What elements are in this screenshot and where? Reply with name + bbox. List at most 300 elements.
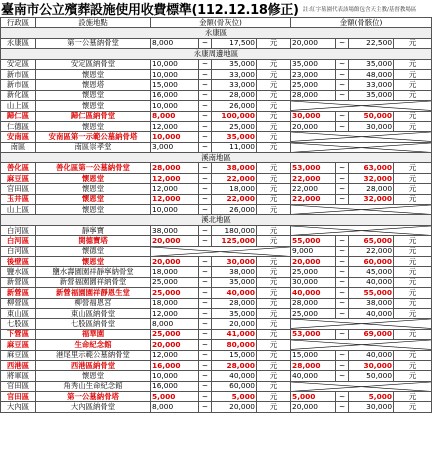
fee-low-cell: 8,000 <box>151 319 199 329</box>
table-row <box>1 277 432 287</box>
currency-cell: 元 <box>257 329 291 339</box>
district-cell: 大內區 <box>1 402 36 412</box>
facility-cell: 第一公墓納骨塔 <box>36 392 151 402</box>
table-row <box>1 163 432 173</box>
fee-low-cell: 16,000 <box>151 90 199 100</box>
fee-high-cell: 26,000 <box>212 101 257 111</box>
currency-cell: 元 <box>394 298 432 308</box>
district-cell: 官田區 <box>1 184 36 194</box>
tilde-cell: ~ <box>336 38 349 48</box>
currency-cell: 元 <box>257 288 291 298</box>
table-row <box>1 205 432 215</box>
tilde-cell: ~ <box>199 101 212 111</box>
facility-cell: 港尾里示範公墓納骨堂 <box>36 350 151 360</box>
currency-cell: 元 <box>394 308 432 318</box>
crossed-out-mark <box>291 340 431 349</box>
fee2-high-cell: 32,000 <box>349 173 394 183</box>
currency-cell: 元 <box>394 69 432 79</box>
fee2-high-cell: 40,000 <box>349 308 394 318</box>
tilde-cell: ~ <box>199 288 212 298</box>
district-cell: 後壁區 <box>1 256 36 266</box>
tilde-cell: ~ <box>336 329 349 339</box>
currency-cell: 元 <box>394 246 432 256</box>
fee2-low-cell: 40,000 <box>291 288 336 298</box>
fee2-high-cell: 48,000 <box>349 69 394 79</box>
fee2-low-cell: 22,000 <box>291 184 336 194</box>
table-row <box>1 80 432 90</box>
district-cell: 仁德區 <box>1 121 36 131</box>
tilde-cell: ~ <box>336 267 349 277</box>
fee-high-cell: 40,000 <box>212 371 257 381</box>
facility-cell: 懷恩堂 <box>36 256 151 266</box>
fee-low-cell: 10,000 <box>151 132 199 142</box>
fee-low-cell: 8,000 <box>151 402 199 412</box>
currency-cell: 元 <box>257 121 291 131</box>
fee-high-cell: 18,000 <box>212 184 257 194</box>
currency-cell: 元 <box>257 350 291 360</box>
tilde-cell: ~ <box>336 392 349 402</box>
fee-low-cell: 10,000 <box>151 59 199 69</box>
tilde-cell: ~ <box>199 69 212 79</box>
table-row <box>1 69 432 79</box>
header-facility: 設施地點 <box>36 18 151 28</box>
fee-low-cell: 12,000 <box>151 194 199 204</box>
fee-low-cell: 18,000 <box>151 298 199 308</box>
currency-cell: 元 <box>394 256 432 266</box>
currency-cell: 元 <box>257 184 291 194</box>
tilde-cell: ~ <box>199 298 212 308</box>
currency-cell: 元 <box>257 225 291 235</box>
fee2-high-cell: 30,000 <box>349 121 394 131</box>
fee-low-cell: 12,000 <box>151 173 199 183</box>
crossed-fee-cell <box>291 142 432 152</box>
tilde-cell: ~ <box>199 194 212 204</box>
district-cell: 七股區 <box>1 319 36 329</box>
currency-cell: 元 <box>394 121 432 131</box>
tilde-cell: ~ <box>199 402 212 412</box>
currency-cell: 元 <box>394 267 432 277</box>
fee-low-cell: 20,000 <box>151 340 199 350</box>
currency-cell: 元 <box>394 38 432 48</box>
fee-low-cell: 10,000 <box>151 205 199 215</box>
currency-cell: 元 <box>257 205 291 215</box>
fee2-low-cell: 30,000 <box>291 277 336 287</box>
tilde-cell: ~ <box>199 132 212 142</box>
crossed-out-mark <box>291 143 431 152</box>
tilde-cell: ~ <box>199 256 212 266</box>
crossed-out-mark <box>291 226 431 235</box>
facility-cell: 福華園 <box>36 329 151 339</box>
district-cell: 山上區 <box>1 101 36 111</box>
table-row <box>1 329 432 339</box>
tilde-cell: ~ <box>199 371 212 381</box>
facility-cell: 角秀山生命紀念館 <box>36 381 151 391</box>
fee2-low-cell: 40,000 <box>291 371 336 381</box>
district-cell: 南區 <box>1 142 36 152</box>
currency-cell: 元 <box>257 173 291 183</box>
table-row <box>1 184 432 194</box>
fee-low-cell: 38,000 <box>151 225 199 235</box>
district-cell: 麻豆區 <box>1 350 36 360</box>
fee-high-cell: 22,000 <box>212 173 257 183</box>
facility-cell: 柳營福恩宮 <box>36 298 151 308</box>
table-row <box>1 173 432 183</box>
fee-low-cell: 8,000 <box>151 38 199 48</box>
fee2-low-cell: 55,000 <box>291 236 336 246</box>
crossed-fee-cell <box>291 340 432 350</box>
district-cell: 歸仁區 <box>1 111 36 121</box>
facility-cell: 懷恩堂 <box>36 121 151 131</box>
facility-cell: 靜寧寶 <box>36 225 151 235</box>
tilde-cell: ~ <box>336 288 349 298</box>
fee2-high-cell: 63,000 <box>349 163 394 173</box>
currency-cell: 元 <box>394 288 432 298</box>
tilde-cell: ~ <box>199 121 212 131</box>
tilde-cell: ~ <box>336 236 349 246</box>
fee-high-cell: 40,000 <box>212 288 257 298</box>
table-body <box>1 28 432 412</box>
currency-cell: 元 <box>257 163 291 173</box>
district-cell: 白河區 <box>1 246 36 256</box>
currency-cell: 元 <box>257 194 291 204</box>
tilde-cell: ~ <box>199 381 212 391</box>
fee2-high-cell: 45,000 <box>349 267 394 277</box>
section-row <box>1 153 432 163</box>
tilde-cell: ~ <box>336 194 349 204</box>
currency-cell: 元 <box>257 101 291 111</box>
fee-low-cell: 25,000 <box>151 277 199 287</box>
facility-cell: 東山區納骨堂 <box>36 308 151 318</box>
fee-low-cell: 10,000 <box>151 371 199 381</box>
fee2-low-cell: 20,000 <box>291 256 336 266</box>
table-row <box>1 319 432 329</box>
tilde-cell: ~ <box>336 371 349 381</box>
table-row <box>1 360 432 370</box>
tilde-cell: ~ <box>336 90 349 100</box>
district-cell: 新營區 <box>1 288 36 298</box>
fee-high-cell: 20,000 <box>212 319 257 329</box>
fee-low-cell: 12,000 <box>151 308 199 318</box>
facility-cell: 懷恩堂 <box>36 371 151 381</box>
district-cell: 新化區 <box>1 90 36 100</box>
currency-cell: 元 <box>257 256 291 266</box>
fee-high-cell: 38,000 <box>212 267 257 277</box>
tilde-cell: ~ <box>199 59 212 69</box>
tilde-cell: ~ <box>336 402 349 412</box>
currency-cell: 元 <box>394 163 432 173</box>
table-row <box>1 142 432 152</box>
fee2-high-cell: 32,000 <box>349 194 394 204</box>
currency-cell: 元 <box>394 80 432 90</box>
fee2-high-cell: 5,000 <box>349 392 394 402</box>
currency-cell: 元 <box>257 267 291 277</box>
fee-low-cell: 18,000 <box>151 267 199 277</box>
currency-cell: 元 <box>394 350 432 360</box>
crossed-out-mark <box>151 247 290 256</box>
tilde-cell: ~ <box>199 184 212 194</box>
tilde-cell: ~ <box>199 319 212 329</box>
currency-cell: 元 <box>257 236 291 246</box>
crossed-out-mark <box>291 101 431 110</box>
fee-low-cell: 10,000 <box>151 101 199 111</box>
fee2-low-cell: 20,000 <box>291 38 336 48</box>
fee-low-cell: 10,000 <box>151 69 199 79</box>
district-cell: 白河區 <box>1 225 36 235</box>
fee2-low-cell: 20,000 <box>291 121 336 131</box>
district-cell: 鹽水區 <box>1 267 36 277</box>
tilde-cell: ~ <box>336 350 349 360</box>
fee2-high-cell: 40,000 <box>349 350 394 360</box>
facility-cell: 南區崇孝堂 <box>36 142 151 152</box>
currency-cell: 元 <box>394 277 432 287</box>
facility-cell: 歸仁區納骨堂 <box>36 111 151 121</box>
fee-low-cell: 16,000 <box>151 360 199 370</box>
tilde-cell: ~ <box>199 173 212 183</box>
currency-cell: 元 <box>394 329 432 339</box>
fee-low-cell: 25,000 <box>151 329 199 339</box>
section-title: 溪南地區 <box>1 153 432 163</box>
facility-cell: 新營福園園祥納骨堂 <box>36 277 151 287</box>
table-row <box>1 194 432 204</box>
fee-high-cell: 25,000 <box>212 121 257 131</box>
facility-cell: 安定區納骨堂 <box>36 59 151 69</box>
fee2-high-cell: 30,000 <box>349 360 394 370</box>
fee2-high-cell: 50,000 <box>349 111 394 121</box>
fee2-low-cell: 30,000 <box>291 111 336 121</box>
fee2-low-cell: 25,000 <box>291 267 336 277</box>
fee-high-cell: 125,000 <box>212 236 257 246</box>
fee-high-cell: 38,000 <box>212 163 257 173</box>
fee2-high-cell: 22,000 <box>349 246 394 256</box>
crossed-fee-cell <box>291 205 432 215</box>
district-cell: 麻豆區 <box>1 173 36 183</box>
table-row <box>1 381 432 391</box>
facility-cell: 鹽水壽園園祥靜寧納骨堂 <box>36 267 151 277</box>
currency-cell: 元 <box>257 59 291 69</box>
section-title: 永康周邊地區 <box>1 49 432 59</box>
currency-cell: 元 <box>257 132 291 142</box>
currency-cell: 元 <box>394 184 432 194</box>
tilde-cell: ~ <box>199 90 212 100</box>
fee-low-cell: 8,000 <box>151 111 199 121</box>
fee-low-cell: 12,000 <box>151 184 199 194</box>
table-row <box>1 267 432 277</box>
table-row <box>1 121 432 131</box>
tilde-cell: ~ <box>199 111 212 121</box>
currency-cell: 元 <box>257 111 291 121</box>
fee2-low-cell: 28,000 <box>291 360 336 370</box>
district-cell: 官田區 <box>1 381 36 391</box>
fee2-low-cell: 9,000 <box>291 246 336 256</box>
fee-high-cell: 30,000 <box>212 256 257 266</box>
tilde-cell: ~ <box>199 80 212 90</box>
tilde-cell: ~ <box>336 121 349 131</box>
fee2-low-cell: 22,000 <box>291 173 336 183</box>
crossed-out-mark <box>291 205 431 214</box>
fee-low-cell: 25,000 <box>151 288 199 298</box>
fee-low-cell: 20,000 <box>151 236 199 246</box>
table-row <box>1 59 432 69</box>
crossed-out-mark <box>291 382 431 391</box>
fee2-high-cell: 38,000 <box>349 298 394 308</box>
table-row <box>1 402 432 412</box>
fee2-low-cell: 28,000 <box>291 298 336 308</box>
fee-low-cell: 12,000 <box>151 350 199 360</box>
crossed-fee-cell <box>291 225 432 235</box>
crossed-out-mark <box>291 132 431 141</box>
currency-cell: 元 <box>257 402 291 412</box>
district-cell: 白河區 <box>1 236 36 246</box>
currency-cell: 元 <box>394 59 432 69</box>
facility-cell: 関德寶塔 <box>36 236 151 246</box>
district-cell: 下營區 <box>1 329 36 339</box>
fee-high-cell: 33,000 <box>212 69 257 79</box>
fee-high-cell: 35,000 <box>212 277 257 287</box>
table-row <box>1 256 432 266</box>
table-row <box>1 350 432 360</box>
table-row <box>1 90 432 100</box>
table-row <box>1 246 432 256</box>
currency-cell: 元 <box>257 371 291 381</box>
currency-cell: 元 <box>394 360 432 370</box>
currency-cell: 元 <box>394 90 432 100</box>
fee2-high-cell: 50,000 <box>349 371 394 381</box>
fee-high-cell: 5,000 <box>212 392 257 402</box>
tilde-cell: ~ <box>336 277 349 287</box>
section-title: 溪北地區 <box>1 215 432 225</box>
district-cell: 玉井區 <box>1 194 36 204</box>
facility-cell: 懷德堂 <box>36 246 151 256</box>
tilde-cell: ~ <box>336 80 349 90</box>
currency-cell: 元 <box>394 111 432 121</box>
section-row <box>1 28 432 38</box>
facility-cell: 七股區納骨堂 <box>36 319 151 329</box>
district-cell: 山上區 <box>1 205 36 215</box>
tilde-cell: ~ <box>336 256 349 266</box>
facility-cell: 善化區第一公墓納骨堂 <box>36 163 151 173</box>
table-row <box>1 132 432 142</box>
district-cell: 東山區 <box>1 308 36 318</box>
fee2-low-cell: 53,000 <box>291 329 336 339</box>
fee-high-cell: 60,000 <box>212 381 257 391</box>
fee-high-cell: 41,000 <box>212 329 257 339</box>
tilde-cell: ~ <box>199 38 212 48</box>
crossed-out-mark <box>291 319 431 328</box>
tilde-cell: ~ <box>336 360 349 370</box>
currency-cell: 元 <box>257 90 291 100</box>
currency-cell: 元 <box>257 38 291 48</box>
crossed-fee-cell <box>291 132 432 142</box>
district-cell: 麻豆區 <box>1 340 36 350</box>
fee-high-cell: 26,000 <box>212 205 257 215</box>
fee-high-cell: 20,000 <box>212 402 257 412</box>
fee2-high-cell: 33,000 <box>349 80 394 90</box>
currency-cell: 元 <box>257 381 291 391</box>
facility-cell: 懷恩堂 <box>36 205 151 215</box>
fee-high-cell: 15,000 <box>212 350 257 360</box>
fee2-low-cell: 22,000 <box>291 194 336 204</box>
section-row <box>1 49 432 59</box>
fee-low-cell: 12,000 <box>151 121 199 131</box>
table-row <box>1 340 432 350</box>
tilde-cell: ~ <box>336 173 349 183</box>
crossed-fee-cell <box>291 381 432 391</box>
crossed-fee-cell <box>151 246 291 256</box>
fee2-low-cell: 23,000 <box>291 69 336 79</box>
table-header-row <box>1 18 432 28</box>
facility-cell: 懷恩堂 <box>36 173 151 183</box>
fee-high-cell: 22,000 <box>212 194 257 204</box>
tilde-cell: ~ <box>199 142 212 152</box>
tilde-cell: ~ <box>199 267 212 277</box>
facility-cell: 第一公墓納骨堂 <box>36 38 151 48</box>
fee2-low-cell: 25,000 <box>291 308 336 318</box>
fee-low-cell: 20,000 <box>151 256 199 266</box>
fee-high-cell: 80,000 <box>212 340 257 350</box>
table-row <box>1 298 432 308</box>
currency-cell: 元 <box>257 298 291 308</box>
fee2-low-cell: 53,000 <box>291 163 336 173</box>
facility-cell: 生命紀念館 <box>36 340 151 350</box>
tilde-cell: ~ <box>199 277 212 287</box>
currency-cell: 元 <box>394 173 432 183</box>
table-row <box>1 308 432 318</box>
page-title: 臺南市公立殯葬設施使用收費標準(112.12.18修正) <box>1 3 299 17</box>
facility-cell: 懷恩堂 <box>36 184 151 194</box>
facility-cell: 懷恩塔 <box>36 80 151 90</box>
crossed-fee-cell <box>291 101 432 111</box>
fee2-high-cell: 28,000 <box>349 184 394 194</box>
table-row <box>1 38 432 48</box>
currency-cell: 元 <box>394 402 432 412</box>
currency-cell: 元 <box>257 80 291 90</box>
tilde-cell: ~ <box>336 184 349 194</box>
fee2-low-cell: 28,000 <box>291 90 336 100</box>
header-fee-urn: 金額(骨骸位) <box>291 18 432 28</box>
facility-cell: 大內區納骨堂 <box>36 402 151 412</box>
fee-high-cell: 35,000 <box>212 132 257 142</box>
district-cell: 新營區 <box>1 277 36 287</box>
fee2-high-cell: 60,000 <box>349 256 394 266</box>
tilde-cell: ~ <box>199 236 212 246</box>
currency-cell: 元 <box>394 194 432 204</box>
fee2-low-cell: 15,000 <box>291 350 336 360</box>
district-cell: 將軍區 <box>1 371 36 381</box>
fee-low-cell: 3,000 <box>151 142 199 152</box>
district-cell: 官田區 <box>1 392 36 402</box>
crossed-fee-cell <box>291 319 432 329</box>
tilde-cell: ~ <box>199 392 212 402</box>
fee2-high-cell: 35,000 <box>349 59 394 69</box>
table-row <box>1 111 432 121</box>
facility-cell: 懷恩堂 <box>36 101 151 111</box>
currency-cell: 元 <box>257 360 291 370</box>
fee-high-cell: 100,000 <box>212 111 257 121</box>
district-cell: 善化區 <box>1 163 36 173</box>
facility-cell: 西港區納骨堂 <box>36 360 151 370</box>
currency-cell: 元 <box>257 392 291 402</box>
table-row <box>1 101 432 111</box>
fee2-high-cell: 40,000 <box>349 277 394 287</box>
fee-high-cell: 11,000 <box>212 142 257 152</box>
table-row <box>1 225 432 235</box>
fee2-high-cell: 22,500 <box>349 38 394 48</box>
facility-cell: 懷恩堂 <box>36 90 151 100</box>
fee-high-cell: 17,500 <box>212 38 257 48</box>
fee2-high-cell: 35,000 <box>349 90 394 100</box>
fee-low-cell: 28,000 <box>151 163 199 173</box>
fee-low-cell: 16,000 <box>151 381 199 391</box>
